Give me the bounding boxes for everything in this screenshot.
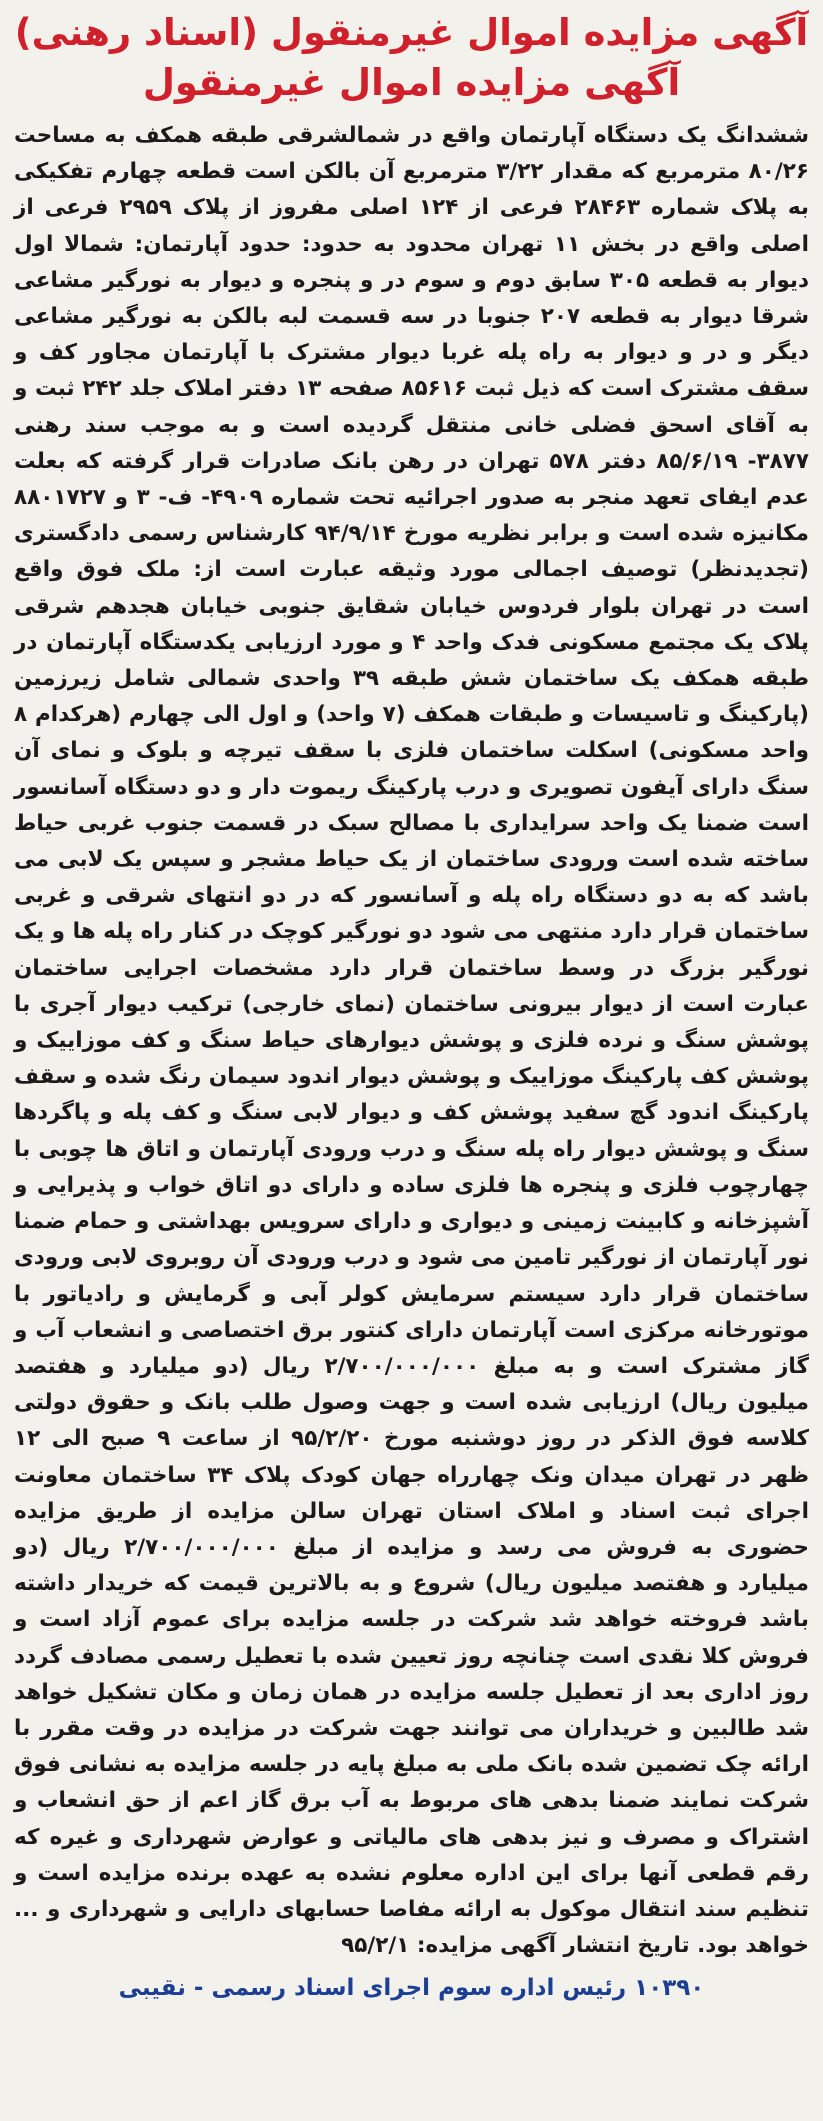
notice-subtitle: آگهی مزایده اموال غیرمنقول <box>142 61 681 104</box>
notice-body: ششدانگ یک دستگاه آپارتمان واقع در شمالشرقی طبقه همکف به مساحت ۸۰/۲۶ مترمربع که مقدار ۳/۲۲ مترمربع آن بالکن است قطعه چهارم تفکیکی به پلاک شماره ۲۸۴۶۳ فرعی از ۱۲۴ اصلی مفروز از پلاک ۲۹۵۹ فرعی از اصلی واقع در بخش ۱۱ تهران محدود به حدود: حدود آپارتمان: شمالا اول دیوار به قطعه ۳۰۵ سابق دوم و سوم در و پنجره و دیوار به نورگیر مشاعی شرقا دیوار به قطعه ۲۰۷ جنوبا در سه قسمت لبه بالکن به نورگیر مشاعی دیگر و در و دیوار به راه پله غربا دیوار مشترک با آپارتمان مجاور کف و سقف مشترک است که ذیل ثبت ۸۵۶۱۶ صفحه ۱۳ دفتر املاک جلد ۲۴۲ ثبت و به آقای اسحق فضلی خانی منتقل گردیده است و به موجب سند رهنی ۳۸۷۷- ۸۵/۶/۱۹ دفتر ۵۷۸ تهران در رهن بانک صادرات قرار گرفته که بعلت عدم ایفای تعهد منجر به صدور اجرائیه تحت شماره ۴۹۰۹- ف- ۳ و ۸۸۰۱۷۲۷ مکانیزه شده است و برابر نظریه مورخ ۹۴/۹/۱۴ کارشناس رسمی دادگستری (تجدیدنظر) توصیف اجمالی مورد وثیقه عبارت است از: ملک فوق واقع است در تهران بلوار فردوس خیابان شقایق جنوبی خیابان هجدهم شرقی پلاک یک مجتمع مسکونی فدک واحد ۴ و مورد ارزیابی یکدستگاه آپارتمان در طبقه همکف یک ساختمان شش طبقه ۳۹ واحدی شمالی شامل زیرزمین (پارکینگ و تاسیسات و طبقات همکف (۷ واحد) و اول الی چهارم (هرکدام ۸ واحد مسکونی) اسکلت ساختمان فلزی با سقف تیرچه و بلوک و نمای آن سنگ دارای آیفون تصویری و درب پارکینگ ریموت دار و دو دستگاه آسانسور است ضمنا یک واحد سرایداری با مصالح سبک در قسمت جنوب غربی حیاط ساخته شده است ورودی ساختمان از یک حیاط مشجر و سپس یک لابی می باشد که به دو دستگاه راه پله و آسانسور که در دو انتهای شرقی و غربی ساختمان قرار دارد منتهی می شود دو نورگیر کوچک در کنار راه پله ها و یک نورگیر بزرگ در وسط ساختمان قرار دارد مشخصات اجرایی ساختمان عبارت است از دیوار بیرونی ساختمان (نمای خارجی) ترکیب دیوار آجری با پوشش سنگ و نرده فلزی و پوشش دیوارهای حیاط سنگ و کف موزاییک و پوشش کف پارکینگ موزاییک و پوشش دیوار اندود سیمان رنگ شده و سقف پارکینگ اندود گچ سفید پوشش کف و دیوار لابی سنگ و کف پله و پاگردها سنگ و پوشش دیوار راه پله سنگ و درب ورودی آپارتمان و اتاق ها چوبی با چهارچوب فلزی و پنجره ها فلزی ساده و دارای دو اتاق خواب و پذیرایی و آشپزخانه و کابینت زمینی و دیواری و دارای سرویس بهداشتی و حمام ضمنا نور آپارتمان از نورگیر تامین می شود و درب ورودی آن روبروی لابی ورودی ساختمان قرار دارد سیستم سرمایش کولر آبی و گرمایش و رادیاتور با موتورخانه مرکزی است آپارتمان دارای کنتور برق اختصاصی و انشعاب آب و گاز مشترک است و به مبلغ ۲/۷۰۰/۰۰۰/۰۰۰ ریال (دو میلیارد و هفتصد میلیون ریال) ارزیابی شده است و جهت وصول طلب بانک و حقوق دولتی کلاسه فوق الذکر در روز دوشنبه مورخ ۹۵/۲/۲۰ از ساعت ۹ صبح الی ۱۲ ظهر در تهران میدان ونک چهارراه جهان کودک پلاک ۳۴ ساختمان معاونت اجرای ثبت اسناد و املاک استان تهران سالن مزایده از طریق مزایده حضوری به فروش می رسد و مزایده از مبلغ ۲/۷۰۰/۰۰۰/۰۰۰ ریال (دو میلیارد و هفتصد میلیون ریال) شروع و به بالاترین قیمت که خریدار داشته باشد فروخته خواهد شد شرکت در جلسه مزایده برای عموم آزاد است و فروش کلا نقدی است چنانچه روز تعیین شده با تعطیل رسمی مصادف گردد روز اداری بعد از تعطیل جلسه مزایده در همان زمان و مکان تشکیل خواهد شد طالبین و خریداران می توانند جهت شرکت در مزایده در وقت مقرر با ارائه چک تضمین شده بانک ملی به مبلغ پایه در جلسه مزایده به نشانی فوق شرکت نمایند ضمنا بدهی های مربوط به آب برق گاز اعم از حق انشعاب و اشتراک و مصرف و نیز بدهی های مالیاتی و عوارض شهرداری و غیره که رقم قطعی آنها برای این اداره معلوم نشده به عهده برنده مزایده است و تنظیم سند انتقال موکول به ارائه مفاصا حسابهای دارایی و شهرداری و ... خواهد بود. تاریخ انتشار آگهی مزایده: ۹۵/۲/۱ <box>14 123 810 1959</box>
notice-title: آگهی مزایده اموال غیرمنقول (اسناد رهنی) <box>14 11 809 54</box>
notice-signature: ۱۰۳۹۰ رئیس اداره سوم اجرای اسناد رسمی - نقیبی <box>118 1975 705 2002</box>
